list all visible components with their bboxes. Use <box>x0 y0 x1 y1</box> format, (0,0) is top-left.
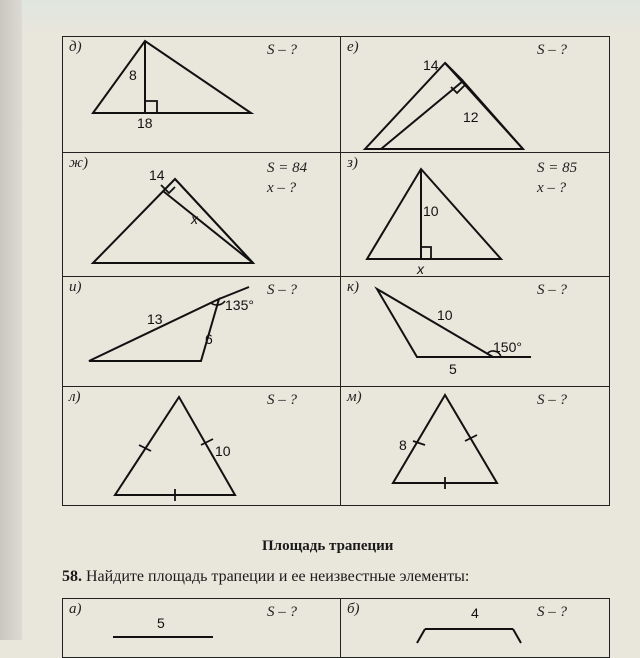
problem-letter: е) <box>347 39 359 55</box>
question-text: S – ? <box>267 42 297 58</box>
problem-cell-e <box>341 37 609 153</box>
triangle-figure-m <box>341 387 609 505</box>
problem-cell-m <box>341 387 609 505</box>
section-title: Площадь трапеции <box>262 538 394 554</box>
trapezoid-cell-a <box>63 599 341 657</box>
task-number: 58. <box>62 568 82 585</box>
problem-letter: а) <box>69 601 82 617</box>
problem-letter: д) <box>69 39 82 55</box>
triangle-figure-i <box>63 277 341 387</box>
problem-cell-l <box>63 387 341 505</box>
triangle-figure-e <box>341 37 609 153</box>
page-top-edge <box>22 0 640 34</box>
problems-table <box>62 36 610 506</box>
trapezoids-table <box>62 598 610 658</box>
problem-letter: и) <box>69 279 82 295</box>
triangle-figure-zh <box>63 153 341 277</box>
task-text: Найдите площадь трапеции и ее неизвестные элементы: <box>86 568 470 585</box>
side-label: 14 <box>423 57 439 73</box>
side-label: x <box>417 261 424 277</box>
trapezoid-figure-a <box>63 599 341 657</box>
triangle-figure-l <box>63 387 341 505</box>
question-text: S – ? <box>267 282 297 298</box>
problem-cell-d <box>63 37 341 153</box>
problem-letter: к) <box>347 279 360 295</box>
question-text: S – ? <box>267 392 297 408</box>
side-label: 4 <box>471 605 479 621</box>
problem-letter: з) <box>347 155 358 171</box>
question-text: S = 85 <box>537 160 578 176</box>
problem-letter: б) <box>347 601 360 617</box>
problem-letter: ж) <box>69 155 88 171</box>
question-text-2: x – ? <box>537 180 567 196</box>
question-text: S – ? <box>537 282 567 298</box>
side-label: 18 <box>137 115 153 131</box>
side-label: 8 <box>129 67 137 83</box>
page-binding-shadow <box>0 0 22 640</box>
problem-cell-zh <box>63 153 341 277</box>
triangle-figure-z <box>341 153 609 277</box>
question-text: S – ? <box>537 392 567 408</box>
task-statement <box>62 568 469 586</box>
side-label: x <box>191 211 198 227</box>
side-label: 5 <box>449 361 457 377</box>
question-text: S – ? <box>537 42 567 58</box>
question-text: S – ? <box>537 604 567 620</box>
problem-cell-k <box>341 277 609 387</box>
side-label: 12 <box>463 109 479 125</box>
angle-label: 150° <box>493 339 522 355</box>
side-label: 13 <box>147 311 163 327</box>
triangle-figure-k <box>341 277 609 387</box>
problem-letter: м) <box>347 389 362 405</box>
side-label: 10 <box>423 203 439 219</box>
angle-label: 135° <box>225 297 254 313</box>
side-label: 10 <box>215 443 231 459</box>
problem-cell-i <box>63 277 341 387</box>
problem-cell-z <box>341 153 609 277</box>
side-label: 8 <box>399 437 407 453</box>
problem-letter: л) <box>69 389 81 405</box>
side-label: 6 <box>205 331 213 347</box>
side-label: 10 <box>437 307 453 323</box>
side-label: 14 <box>149 167 165 183</box>
question-text: S – ? <box>267 604 297 620</box>
side-label: 5 <box>157 615 165 631</box>
question-text-2: x – ? <box>267 180 297 196</box>
question-text: S = 84 <box>267 160 308 176</box>
triangle-figure-d <box>63 37 341 153</box>
trapezoid-cell-b <box>341 599 609 657</box>
